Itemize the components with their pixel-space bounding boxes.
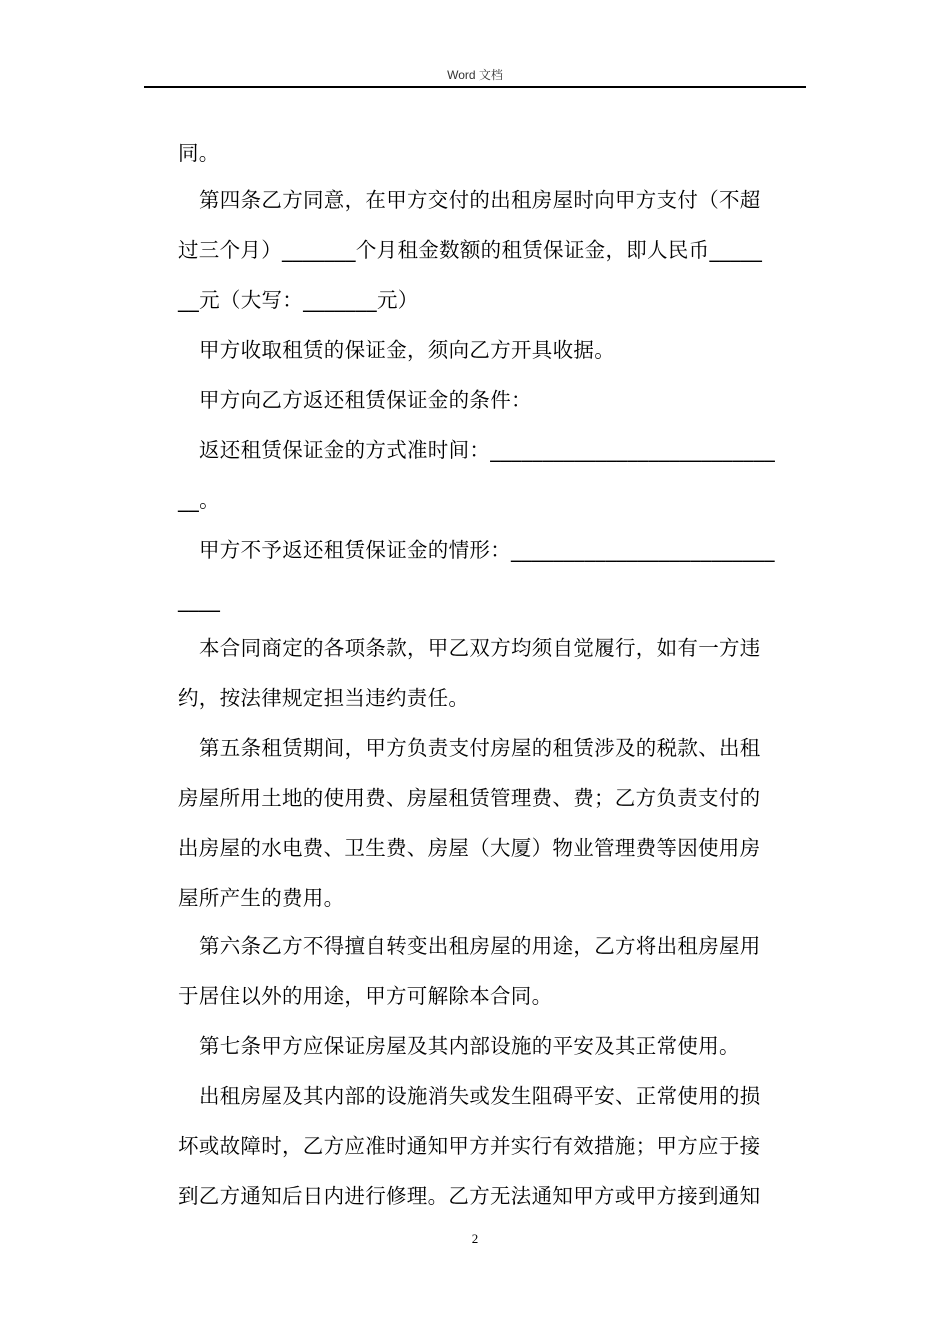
text-line: 第七条甲方应保证房屋及其内部设施的平安及其正常使用。 <box>199 1034 740 1058</box>
text-line: 约，按法律规定担当违约责任。 <box>178 686 470 710</box>
text-line: 第四条乙方同意，在甲方交付的出租房屋时向甲方支付（不超 <box>199 188 761 212</box>
text-line: 同。 <box>178 141 220 165</box>
text-line: 第五条租赁期间，甲方负责支付房屋的租赁涉及的税款、出租 <box>199 736 761 760</box>
text-line: 屋所产生的费用。 <box>178 886 345 910</box>
text-line: 甲方不予返还租赁保证金的情形：_________________________ <box>199 538 775 562</box>
page-number: 2 <box>471 1231 479 1246</box>
text-line: __元（大写：_______元） <box>178 288 419 312</box>
text-line: 坏或故障时，乙方应准时通知甲方并实行有效措施；甲方应于接 <box>178 1134 761 1158</box>
text-line: 于居住以外的用途，甲方可解除本合同。 <box>178 984 553 1008</box>
text-line: 出房屋的水电费、卫生费、房屋（大厦）物业管理费等因使用房 <box>178 836 761 860</box>
text-line: 甲方向乙方返还租赁保证金的条件： <box>199 388 532 412</box>
text-line: 甲方收取租赁的保证金，须向乙方开具收据。 <box>199 338 615 362</box>
text-line: 到乙方通知后日内进行修理。乙方无法通知甲方或甲方接到通知 <box>178 1184 761 1208</box>
text-line: 第六条乙方不得擅自转变出租房屋的用途，乙方将出租房屋用 <box>199 934 761 958</box>
text-line: 返还租赁保证金的方式准时间：___________________________ <box>199 438 776 462</box>
page-header: Word 文档 <box>447 68 503 82</box>
text-line: 过三个月）_______个月租金数额的租赁保证金，即人民币_____ <box>178 238 763 262</box>
text-line: __。 <box>178 488 220 512</box>
text-line: 出租房屋及其内部的设施消失或发生阻碍平安、正常使用的损 <box>199 1084 761 1108</box>
text-line: 房屋所用土地的使用费、房屋租赁管理费、费；乙方负责支付的 <box>178 786 761 810</box>
text-line: ____ <box>178 588 221 612</box>
text-line: 本合同商定的各项条款，甲乙双方均须自觉履行，如有一方违 <box>199 636 761 660</box>
